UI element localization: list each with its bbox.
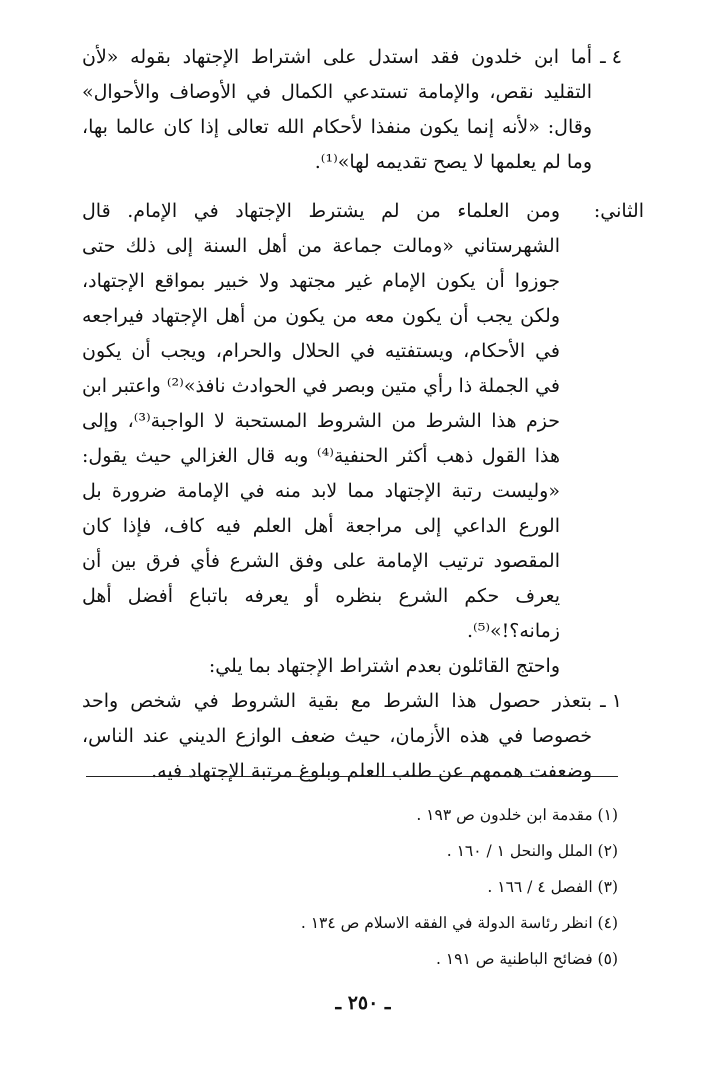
argument-1-paragraph <box>82 684 622 789</box>
point-4-text: أما ابن خلدون فقد استدل على اشتراط الإجتهاد بقوله «لأن التقليد نقص، والإمامة تستدعي الكمال في الأوصاف والأحوال» وقال: «لأنه إنما يكون منفذا لأحكام الله تعالى إذا كان عالما بها، وما لم يعلمها لا يصح تقديمه لها»⁽¹⁾. <box>82 46 592 173</box>
second-opinion-paragraph <box>82 194 644 684</box>
footnotes <box>86 797 618 977</box>
footnote-5: (٥) فضائح الباطنية ص ١٩١ . <box>435 950 618 968</box>
point-4-number: ٤ ـ <box>600 46 622 68</box>
arguments-intro: واحتج القائلون بعدم اشتراط الإجتهاد بما يلي: <box>208 655 560 677</box>
second-opinion-text: ومن العلماء من لم يشترط الإجتهاد في الإمام. قال الشهرستاني «ومالت جماعة من أهل السنة إلى ذلك حتى جوزوا أن يكون الإمام غير مجتهد ولا خبير بمواقع الإجتهاد، ولكن يجب أن يكون معه من يكون من أهل الإجتهاد فيراجعه في الأحكام، ويستفتيه في الحلال والحرام، ويجب أن يكون في الجملة ذا رأي متين وبصر في الحوادث نافذ»⁽²⁾ واعتبر ابن حزم هذا الشرط من الشروط المستحبة لا الواجبة⁽³⁾، وإلى هذا القول ذهب أكثر الحنفية⁽⁴⁾ وبه قال الغزالي حيث يقول: «وليست رتبة الإجتهاد مما لابد منه في الإمامة ضرورة بل الورع الداعي إلى مراجعة أهل العلم فيه كاف، فإذا كان المقصود ترتيب الإمامة على وفق الشرع فأي فرق بين أن يعرف حكم الشرع بنظره أو يعرفه باتباع أفضل أهل زمانه؟!»⁽⁵⁾. <box>82 200 561 642</box>
argument-1-number: ١ ـ <box>600 690 622 712</box>
main-text <box>82 40 644 789</box>
footnote-4: (٤) انظر رئاسة الدولة في الفقه الاسلام ص ١٣٤ . <box>300 914 618 932</box>
footnote-3: (٣) الفصل ٤ / ١٦٦ . <box>487 878 618 896</box>
footnote-1: (١) مقدمة ابن خلدون ص ١٩٣ . <box>416 806 618 824</box>
footnote-2: (٢) الملل والنحل ١ / ١٦٠ . <box>446 842 618 860</box>
second-opinion-lead: الثاني: <box>593 200 644 222</box>
argument-1-text: بتعذر حصول هذا الشرط مع بقية الشروط في شخص واحد خصوصا في هذه الأزمان، حيث ضعف الوازع الديني عند الناس، وضعفت هممهم عن طلب العلم وبلوغ مرتبة الإجتهاد فيه. <box>82 690 592 782</box>
point-4-paragraph <box>82 40 622 180</box>
footnote-divider <box>86 776 618 777</box>
page-number: ـ ٢٥٠ ـ <box>335 992 391 1014</box>
